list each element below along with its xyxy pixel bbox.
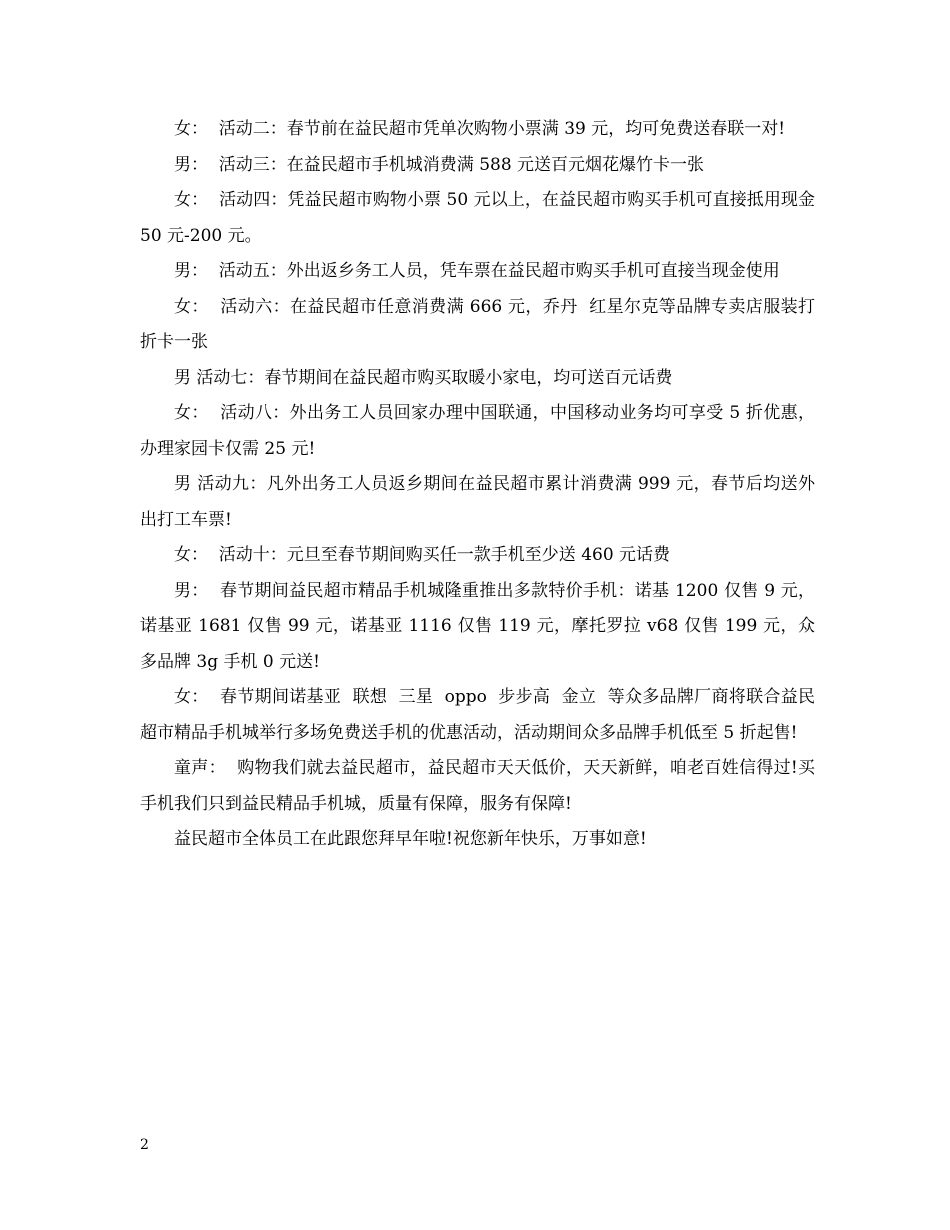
paragraph-activity-9: 男 活动九：凡外出务工人员返乡期间在益民超市累计消费满 999 元，春节后均送外出打工车票! (140, 474, 815, 530)
paragraph-phone-deals: 男： 春节期间益民超市精品手机城隆重推出多款特价手机：诺基 1200 仅售 9 元，诺基亚 1681 仅售 99 元，诺基亚 1116 仅售 119 元，摩托罗拉 v68 仅售 199 元，众多品牌 3g 手机 0 元送! (140, 580, 815, 672)
paragraph-new-year-greeting: 益民超市全体员工在此跟您拜早年啦!祝您新年快乐，万事如意! (174, 829, 647, 849)
paragraph-activity-8: 女： 活动八：外出务工人员回家办理中国联通，中国移动业务均可享受 5 折优惠，办理家园卡仅需 25 元! (140, 403, 815, 459)
paragraph-activity-2: 女： 活动二：春节前在益民超市凭单次购物小票满 39 元，均可免费送春联一对! (174, 119, 786, 139)
paragraph-activity-7: 男 活动七：春节期间在益民超市购买取暖小家电，均可送百元话费 (174, 367, 673, 388)
paragraph-activity-10: 女： 活动十：元旦至春节期间购买任一款手机至少送 460 元话费 (174, 545, 671, 565)
paragraph-child-voice: 童声： 购物我们就去益民超市，益民超市天天低价，天天新鲜，咱老百姓信得过!买手机我们只到益民精品手机城，质量有保障，服务有保障! (140, 758, 815, 814)
page-number: 2 (140, 1137, 149, 1153)
paragraph-activity-3: 男： 活动三：在益民超市手机城消费满 588 元送百元烟花爆竹卡一张 (174, 154, 705, 175)
paragraph-activity-6: 女： 活动六：在益民超市任意消费满 666 元，乔丹 红星尔克等品牌专卖店服装打折卡一张 (140, 296, 815, 352)
paragraph-brand-promotion: 女： 春节期间诺基亚 联想 三星 oppo 步步高 金立 等众多品牌厂商将联合益民超市精品手机城举行多场免费送手机的优惠活动，活动期间众多品牌手机低至 5 折起售! (140, 687, 815, 743)
paragraph-activity-5: 男： 活动五：外出返乡务工人员，凭车票在益民超市购买手机可直接当现金使用 (174, 261, 780, 281)
body-text (140, 112, 821, 858)
paragraph-activity-4: 女： 活动四：凭益民超市购物小票 50 元以上，在益民超市购买手机可直接抵用现金 50 元-200 元。 (140, 190, 821, 246)
